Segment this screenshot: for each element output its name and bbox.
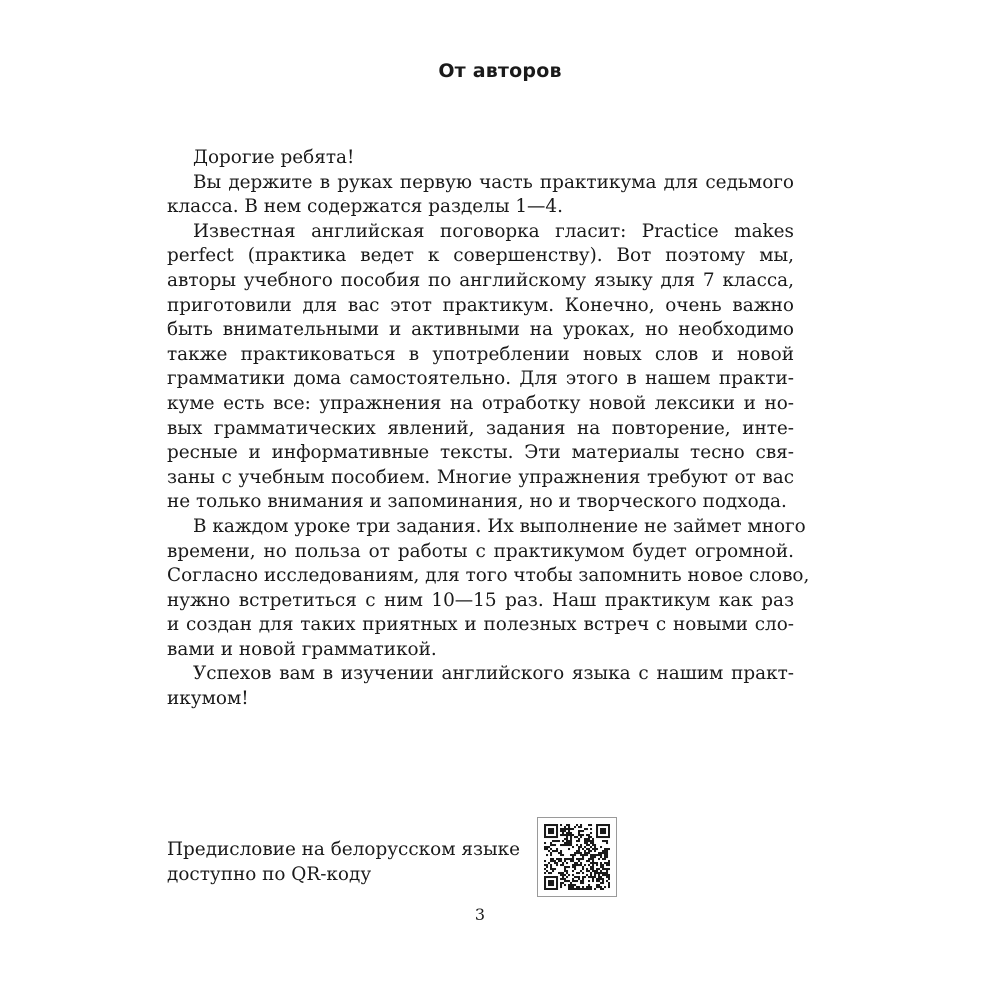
paragraph-line: грамматики дома самостоятельно. Для этого в нашем практи- (167, 368, 794, 390)
paragraph-line: вами и новой грамматикой. (167, 638, 437, 660)
paragraph-line: времени, но польза от работы с практикумом будет огромной. (167, 540, 794, 562)
paragraph-line: авторы учебного пособия по английскому языку для 7 класса, (167, 269, 794, 291)
paragraph-line: ресные и информативные тексты. Эти материалы тесно свя- (167, 442, 794, 464)
footer-note-line-1: Предисловие на белорусском языке (167, 839, 521, 860)
paragraph-line: Успехов вам в изучении английского языка с нашим практ- (193, 663, 794, 685)
paragraph-line: куме есть все: упражнения на отработку новой лексики и но- (167, 392, 794, 414)
paragraph-line: заны с учебным пособием. Многие упражнения требуют от вас (167, 466, 794, 488)
qr-code-graphic (544, 824, 610, 890)
paragraph-line: нужно встретиться с ним 10—15 раз. Наш практикум как раз (167, 589, 794, 611)
preface-body (167, 146, 810, 712)
paragraph-line: приготовили для вас этот практикум. Конечно, очень важно (167, 294, 794, 316)
paragraph-line: Известная английская поговорка гласит: Practice makes (193, 220, 794, 242)
paragraph-line: вых грамматических явлений, задания на повторение, инте- (167, 417, 794, 439)
paragraph-line: В каждом уроке три задания. Их выполнение не займет много (193, 515, 806, 537)
qr-code-icon[interactable] (537, 817, 617, 897)
page-title: От авторов (438, 60, 562, 82)
belarusian-preface-note (167, 837, 537, 887)
paragraph-line: икумом! (167, 688, 249, 710)
paragraph-line: также практиковаться в употреблении новых слов и новой (167, 343, 794, 365)
paragraph-line: класса. В нем содержатся разделы 1—4. (167, 196, 563, 218)
paragraph-line: Дорогие ребята! (193, 147, 355, 168)
paragraph-line: Согласно исследованиям, для того чтобы запомнить новое слово, (167, 565, 810, 587)
footer-note-line-2: доступно по QR-коду (167, 864, 372, 885)
page-number: 3 (474, 905, 486, 924)
paragraph-line: быть внимательными и активными на уроках, но необходимо (167, 319, 794, 341)
paragraph-line: perfect (практика ведет к совершенству). Вот поэтому мы, (167, 245, 794, 267)
paragraph-line: и создан для таких приятных и полезных встреч с новыми сло- (167, 614, 794, 636)
paragraph-line: Вы держите в руках первую часть практикума для седьмого (193, 171, 794, 193)
paragraph-line: не только внимания и запоминания, но и творческого подхода. (167, 491, 787, 513)
